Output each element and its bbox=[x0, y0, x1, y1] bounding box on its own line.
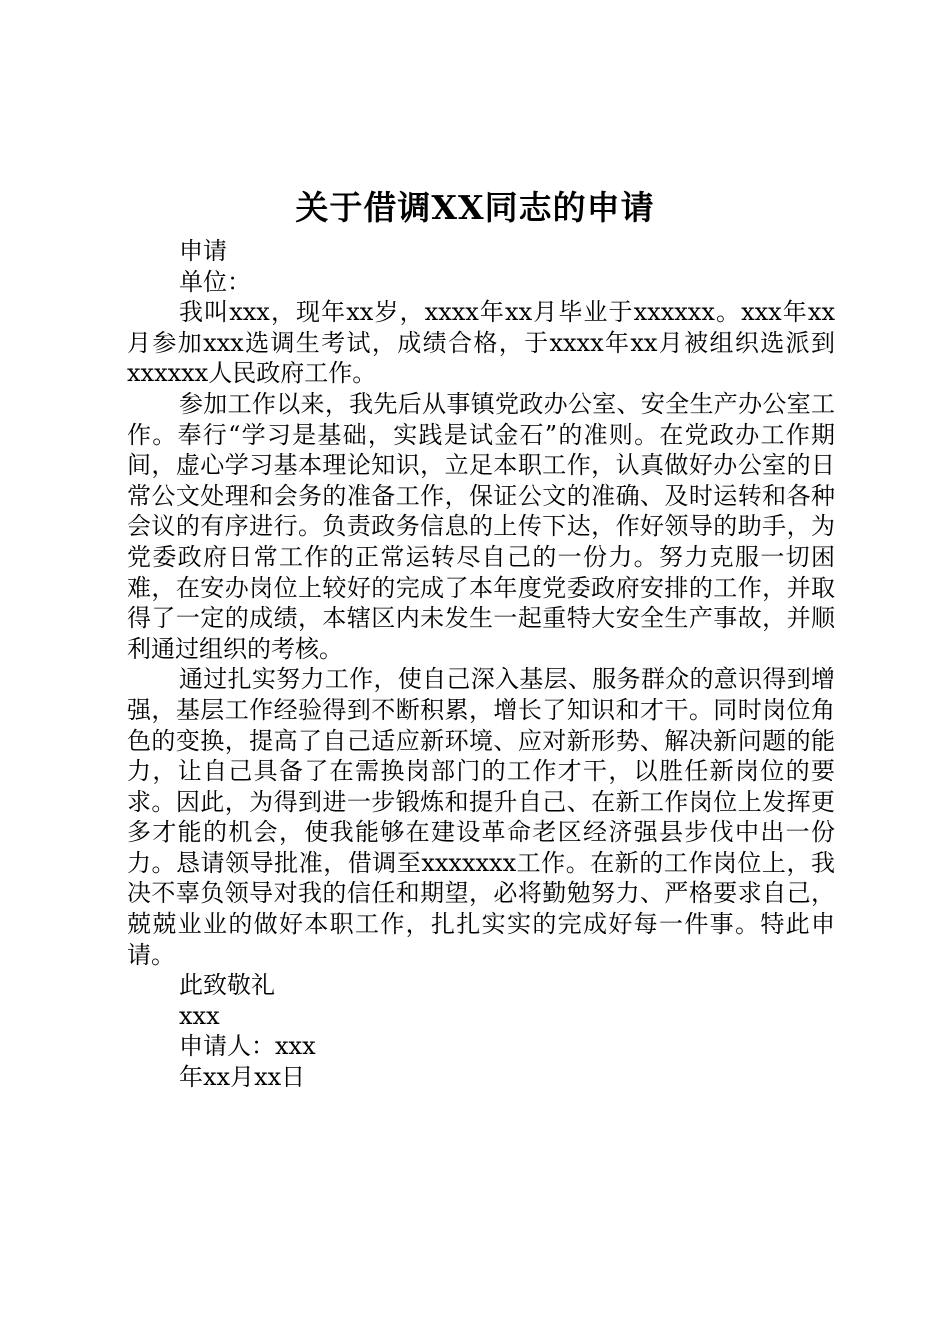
document-title: 关于借调XX同志的申请 bbox=[295, 188, 655, 227]
applicant-line: 申请人：xxx bbox=[179, 1032, 316, 1061]
salutation-line-1: 申请 bbox=[179, 237, 227, 265]
document-body bbox=[127, 236, 835, 1093]
date-line: 年xx月xx日 bbox=[179, 1063, 306, 1092]
closing-line: 此致敬礼 bbox=[179, 971, 275, 1000]
salutation-line-2: 单位： bbox=[179, 267, 251, 296]
recipient-line: xxx bbox=[179, 1001, 220, 1030]
body-paragraph-3: 通过扎实努力工作，使自己深入基层、服务群众的意识得到增强，基层工作经验得到不断积累，增长了知识和才干。同时岗位角色的变换，提高了自己适应新环境、应对新形势、解决新问题的能力，让自己具备了在需换岗部门的工作才干，以胜任新岗位的要求。因此，为得到进一步锻炼和提升自己、在新工作岗位上发挥更多才能的机会，使我能够在建设革命老区经济强县步伐中出一份力。恳请领导批准，借调至xxxxxxx工作。在新的工作岗位上，我决不辜负领导对我的信任和期望，必将勤勉努力、严格要求自己，兢兢业业的做好本职工作，扎扎实实的完成好每一件事。特此申请。 bbox=[127, 665, 835, 969]
body-paragraph-1: 我叫xxx，现年xx岁，xxxx年xx月毕业于xxxxxx。xxx年xx月参加xxx选调生考试，成绩合格，于xxxx年xx月被组织选派到xxxxxx人民政府工作。 bbox=[127, 298, 835, 388]
body-paragraph-2: 参加工作以来，我先后从事镇党政办公室、安全生产办公室工作。奉行“学习是基础，实践是试金石”的准则。在党政办工作期间，虚心学习基本理论知识，立足本职工作，认真做好办公室的日常公文处理和会务的准备工作，保证公文的准确、及时运转和各种会议的有序进行。负责政务信息的上传下达，作好领导的助手，为党委政府日常工作的正常运转尽自己的一份力。努力克服一切困难，在安办岗位上较好的完成了本年度党委政府安排的工作，并取得了一定的成绩，本辖区内未发生一起重特大安全生产事故，并顺利通过组织的考核。 bbox=[127, 389, 835, 663]
